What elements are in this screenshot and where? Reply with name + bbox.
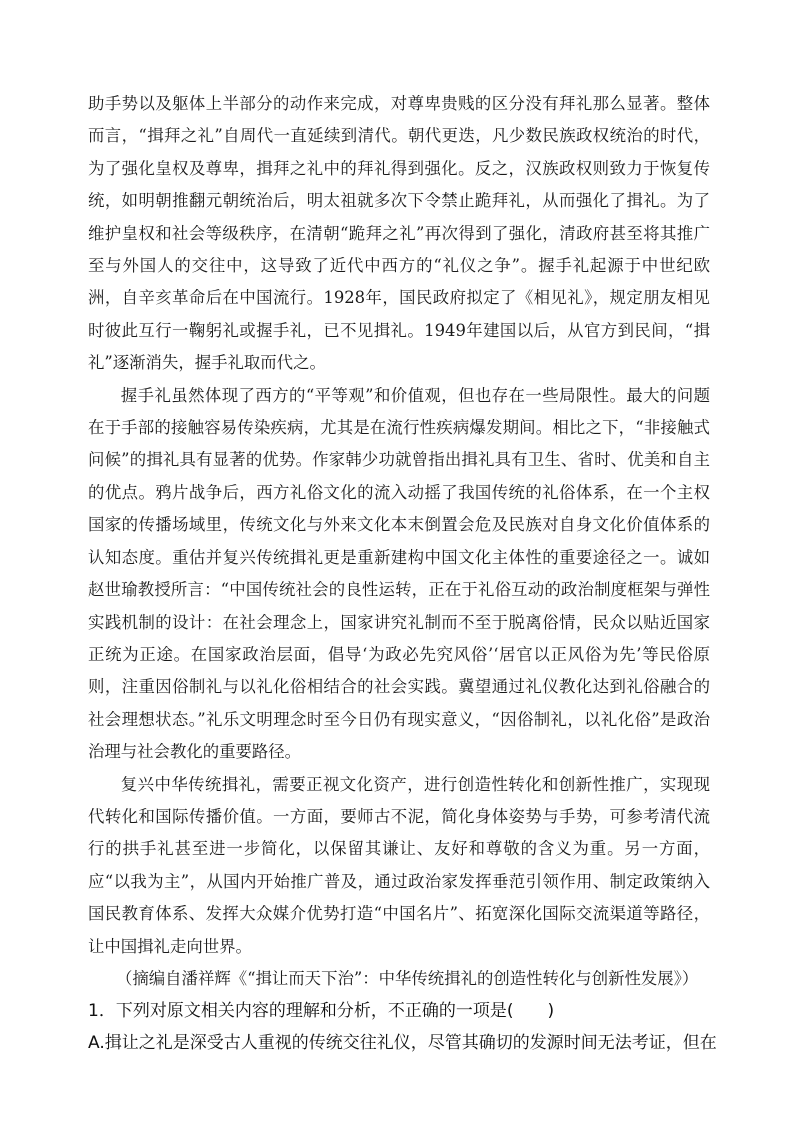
- paragraph-2: 握手礼虽然体现了西方的“平等观”和价值观，但也存在一些局限性。最大的问题在于手部的接触容易传染疾病，尤其是在流行性疾病爆发期间。相比之下，“非接触式问候”的揖礼具有显著的优势。作家韩少功就曾指出揖礼具有卫生、省时、优美和自主的优点。鸦片战争后，西方礼俗文化的流入动摇了我国传统的礼俗体系，在一个主权国家的传播场域里，传统文化与外来文化本末倒置会危及民族对自身文化价值体系的认知态度。重估并复兴传统揖礼更是重新建构中国文化主体性的重要途径之一。诚如赵世瑜教授所言：“中国传统社会的良性运转，正在于礼俗互动的政治制度框架与弹性实践机制的设计：在社会理念上，国家讲究礼制而不至于脱离俗情，民众以贴近国家正统为正途。在国家政治层面，倡导‘为政必先究风俗’‘居官以正风俗为先’等民俗原则，注重因俗制礼与以礼化俗相结合的社会实践。冀望通过礼仪教化达到礼俗融合的社会理想状态。”礼乐文明理念时至今日仍有现实意义，“因俗制礼，以礼化俗”是政治治理与社会教化的重要路径。: [88, 385, 710, 762]
- paragraph-1: 助手势以及躯体上半部分的动作来完成，对尊卑贵贱的区分没有拜礼那么显著。整体而言，“揖拜之礼”自周代一直延续到清代。朝代更迭，凡少数民族政权统治的时代，为了强化皇权及尊卑，揖拜之礼中的拜礼得到强化。反之，汉族政权则致力于恢复传统，如明朝推翻元朝统治后，明太祖就多次下令禁止跪拜礼，从而强化了揖礼。为了维护皇权和社会等级秩序，在清朝“跪拜之礼”再次得到了强化，清政府甚至将其推广至与外国人的交往中，这导致了近代中西方的“礼仪之争”。握手礼起源于中世纪欧洲，自辛亥革命后在中国流行。1928年，国民政府拟定了《相见礼》，规定朋友相见时彼此互行一鞠躬礼或握手礼，已不见揖礼。1949年建国以后，从官方到民间，“揖礼”逐渐消失，握手礼取而代之。: [88, 94, 710, 373]
- question-option-a: A.揖让之礼是深受古人重视的传统交往礼仪，尽管其确切的发源时间无法考证，但在: [88, 1033, 717, 1054]
- document-body: [88, 88, 717, 1059]
- paragraph-3: 复兴中华传统揖礼，需要正视文化资产，进行创造性转化和创新性推广，实现现代转化和国际传播价值。一方面，要师古不泥，简化身体姿势与手势，可参考清代流行的拱手礼甚至进一步简化，以保留其谦让、友好和尊敬的含义为重。另一方面，应“以我为主”，从国内开始推广普及，通过政治家发挥垂范引领作用、制定政策纳入国民教育体系、发挥大众媒介优势打造“中国名片”、拓宽深化国际交流渠道等路径，让中国揖礼走向世界。: [88, 774, 710, 956]
- question-stem: 1．下列对原文相关内容的理解和分析，不正确的一项是( ): [88, 1001, 555, 1022]
- source-citation: （摘编自潘祥辉《“揖让而天下治”：中华传统揖礼的创造性转化与创新性发展》）: [116, 968, 699, 988]
